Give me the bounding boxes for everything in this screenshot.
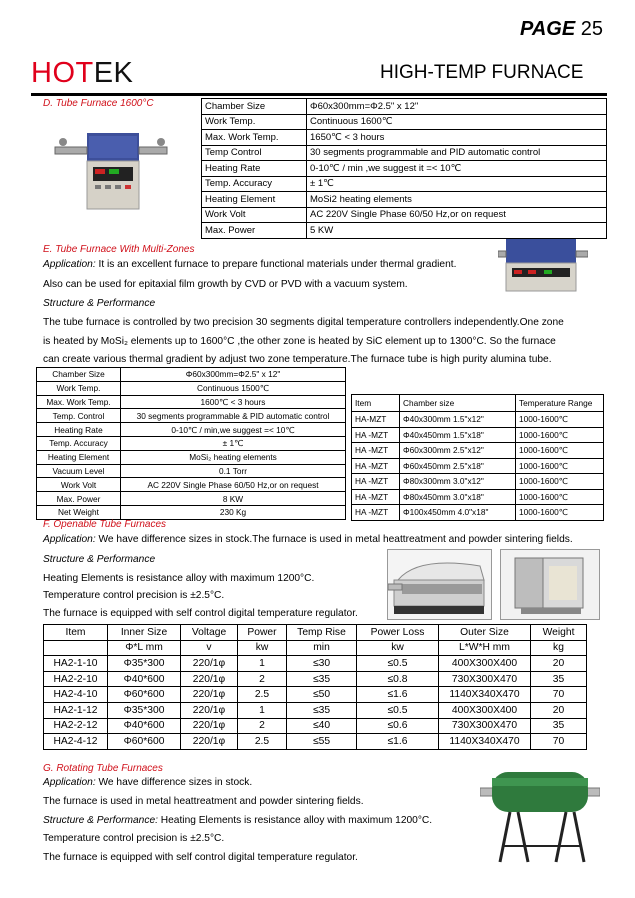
f-cell: HA2-1-12 (44, 702, 108, 718)
model-row (352, 458, 604, 474)
spec-row (37, 395, 346, 409)
spec-value: 0-10℃ / min ,we suggest it =< 10℃ (307, 161, 607, 177)
section-d-spec-table (201, 98, 607, 239)
f-unit-cell: v (181, 640, 238, 656)
section-f-title: F. Openable Tube Furnaces (43, 519, 167, 530)
spec-key: Temp. Control (37, 409, 121, 423)
spec-value: Continuous 1600℃ (307, 114, 607, 130)
f-header-cell: Temp Rise (287, 625, 357, 641)
section-f-line1: Heating Elements is resistance alloy with maximum 1200°C. (43, 573, 315, 584)
model-range: 1000-1600℃ (516, 458, 604, 474)
spec-value: ± 1℃ (121, 436, 346, 450)
f-unit-cell: kg (531, 640, 587, 656)
spec-key: Chamber Size (37, 368, 121, 382)
spec-key: Heating Element (202, 192, 307, 208)
section-e-application: Application: It is an excellent furnace to prepare functional materials under thermal gradient. (43, 259, 457, 270)
spec-value: 1650℃ < 3 hours (307, 130, 607, 146)
f-cell: 220/1φ (181, 734, 238, 750)
spec-key: Temp. Accuracy (37, 436, 121, 450)
f-cell: 35 (531, 671, 587, 687)
section-e-structure-label: Structure & Performance (43, 298, 156, 309)
spec-row (202, 161, 607, 177)
f-cell: Φ35*300 (108, 702, 181, 718)
section-f-line3: The furnace is equipped with self control digital temperature regulator. (43, 608, 358, 619)
spec-key: Temp Control (202, 145, 307, 161)
model-item: HA -MZT (352, 458, 400, 474)
model-size: Φ80x300mm 3.0"x12" (400, 474, 516, 490)
f-cell: 70 (531, 734, 587, 750)
section-g-title: G. Rotating Tube Furnaces (43, 763, 163, 774)
f-cell: HA2-2-12 (44, 718, 108, 734)
spec-value: Φ60x300mm=Φ2.5" x 12" (121, 368, 346, 382)
f-units-row (44, 640, 587, 656)
spec-key: Work Temp. (37, 381, 121, 395)
table-row (44, 702, 587, 718)
f-unit-cell: Φ*L mm (108, 640, 181, 656)
f-header-cell: Power (238, 625, 287, 641)
f-cell: 20 (531, 702, 587, 718)
section-f-structure-label: Structure & Performance (43, 554, 156, 565)
spec-row (37, 436, 346, 450)
spec-value: MoSi₂ heating elements (121, 450, 346, 464)
f-cell: ≤30 (287, 656, 357, 672)
f-unit-cell: min (287, 640, 357, 656)
spec-value: Φ60x300mm=Φ2.5" x 12" (307, 99, 607, 115)
model-item: HA -MZT (352, 474, 400, 490)
page-number: PAGE 25 (520, 18, 604, 40)
f-header-cell: Weight (531, 625, 587, 641)
f-cell: Φ35*300 (108, 656, 181, 672)
f-cell: 400X300X400 (439, 702, 531, 718)
f-cell: HA2-1-10 (44, 656, 108, 672)
f-cell: 220/1φ (181, 671, 238, 687)
spec-key: Heating Rate (37, 423, 121, 437)
f-unit-cell: L*W*H mm (439, 640, 531, 656)
f-cell: 2 (238, 671, 287, 687)
spec-value: ± 1℃ (307, 176, 607, 192)
section-e-para2: is heated by MoSi₂ elements up to 1600°C ,the other zone is heated by SiC element up to 1300°C. So the furnace (43, 336, 556, 347)
table-row (44, 656, 587, 672)
f-cell: Φ40*600 (108, 671, 181, 687)
spec-row (37, 478, 346, 492)
model-size: Φ100x450mm 4.0"x18" (400, 505, 516, 521)
model-range: 1000-1600℃ (516, 443, 604, 459)
models-header-cell: Chamber size (400, 395, 516, 412)
spec-key: Vacuum Level (37, 464, 121, 478)
openable-furnace-photo (387, 549, 492, 620)
multi-zone-furnace-photo (498, 235, 588, 295)
spec-value: 0-10℃ / min,we suggest =< 10℃ (121, 423, 346, 437)
f-cell: 1 (238, 702, 287, 718)
spec-key: Work Volt (202, 207, 307, 223)
f-cell: ≤35 (287, 671, 357, 687)
f-cell: 1 (238, 656, 287, 672)
spec-row (37, 505, 346, 519)
spec-row (202, 99, 607, 115)
f-cell: 2.5 (238, 734, 287, 750)
spec-key: Max. Work Temp. (202, 130, 307, 146)
f-cell: 220/1φ (181, 718, 238, 734)
spec-key: Max. Power (37, 492, 121, 506)
spec-value: 1600℃ < 3 hours (121, 395, 346, 409)
table-row (44, 734, 587, 750)
f-cell: 2.5 (238, 687, 287, 703)
section-g-line1: The furnace is used in metal heattreatment and powder sintering fields. (43, 796, 364, 807)
model-row (352, 489, 604, 505)
model-size: Φ60x300mm 2.5"x12" (400, 443, 516, 459)
spec-row (202, 176, 607, 192)
f-header-cell: Inner Size (108, 625, 181, 641)
f-cell: 400X300X400 (439, 656, 531, 672)
model-size: Φ40x300mm 1.5"x12" (400, 412, 516, 428)
f-cell: 730X300X470 (439, 671, 531, 687)
model-item: HA -MZT (352, 443, 400, 459)
f-cell: ≤50 (287, 687, 357, 703)
header-divider (31, 93, 607, 96)
section-e-models-table (351, 394, 604, 521)
spec-value: 30 segments programmable & PID automatic control (121, 409, 346, 423)
spec-row (37, 492, 346, 506)
spec-value: 30 segments programmable and PID automatic control (307, 145, 607, 161)
f-header-cell: Power Loss (357, 625, 439, 641)
model-range: 1000-1600℃ (516, 412, 604, 428)
model-row (352, 474, 604, 490)
model-range: 1000-1600℃ (516, 474, 604, 490)
spec-key: Net Weight (37, 505, 121, 519)
f-cell: ≤0.5 (357, 656, 439, 672)
f-cell: 20 (531, 656, 587, 672)
section-g-line3: The furnace is equipped with self control digital temperature regulator. (43, 852, 358, 863)
model-row (352, 505, 604, 521)
section-f-model-table (43, 624, 587, 750)
model-row (352, 412, 604, 428)
spec-key: Chamber Size (202, 99, 307, 115)
section-g-structure: Structure & Performance: Heating Elements is resistance alloy with maximum 1200°C. (43, 815, 433, 826)
f-cell: 730X300X470 (439, 718, 531, 734)
models-header-cell: Item (352, 395, 400, 412)
f-cell: 220/1φ (181, 687, 238, 703)
f-cell: Φ60*600 (108, 687, 181, 703)
spec-value: 230 Kg (121, 505, 346, 519)
spec-value: AC 220V Single Phase 60/50 Hz,or on request (121, 478, 346, 492)
f-cell: ≤55 (287, 734, 357, 750)
table-row (44, 671, 587, 687)
spec-value: 8 KW (121, 492, 346, 506)
model-item: HA -MZT (352, 489, 400, 505)
spec-value: AC 220V Single Phase 60/50 Hz,or on request (307, 207, 607, 223)
model-size: Φ80x450mm 3.0"x18" (400, 489, 516, 505)
spec-key: Temp. Accuracy (202, 176, 307, 192)
spec-row (37, 423, 346, 437)
f-cell: ≤1.6 (357, 687, 439, 703)
model-range: 1000-1600℃ (516, 427, 604, 443)
model-size: Φ60x450mm 2.5"x18" (400, 458, 516, 474)
f-cell: ≤40 (287, 718, 357, 734)
f-cell: ≤35 (287, 702, 357, 718)
f-cell: 70 (531, 687, 587, 703)
models-header-row (352, 395, 604, 412)
spec-key: Heating Rate (202, 161, 307, 177)
spec-key: Max. Work Temp. (37, 395, 121, 409)
f-cell: 35 (531, 718, 587, 734)
table-row (44, 687, 587, 703)
model-row (352, 427, 604, 443)
hotek-logo: HOTEK (31, 57, 134, 89)
f-header-cell: Outer Size (439, 625, 531, 641)
f-unit-cell (44, 640, 108, 656)
f-cell: 220/1φ (181, 656, 238, 672)
spec-row (202, 114, 607, 130)
section-e-para1: The tube furnace is controlled by two precision 30 segments digital temperature controllers independently.One zone (43, 317, 564, 328)
section-e-spec-table (36, 367, 346, 520)
spec-row (202, 207, 607, 223)
f-unit-cell: kw (357, 640, 439, 656)
model-item: HA-MZT (352, 412, 400, 428)
f-cell: Φ40*600 (108, 718, 181, 734)
spec-key: Max. Power (202, 223, 307, 239)
tube-furnace-1600-photo (53, 127, 169, 213)
spec-row (37, 381, 346, 395)
f-cell: HA2-4-12 (44, 734, 108, 750)
spec-row (37, 450, 346, 464)
models-header-cell: Temperature Range (516, 395, 604, 412)
model-item: HA -MZT (352, 427, 400, 443)
f-cell: ≤0.5 (357, 702, 439, 718)
model-range: 1000-1600℃ (516, 505, 604, 521)
model-range: 1000-1600℃ (516, 489, 604, 505)
f-header-cell: Item (44, 625, 108, 641)
f-cell: 1140X340X470 (439, 734, 531, 750)
spec-row (37, 368, 346, 382)
spec-row (37, 464, 346, 478)
f-cell: 1140X340X470 (439, 687, 531, 703)
f-cell: ≤0.8 (357, 671, 439, 687)
f-cell: ≤1.6 (357, 734, 439, 750)
f-cell: 220/1φ (181, 702, 238, 718)
table-row (44, 718, 587, 734)
spec-value: Continuous 1500℃ (121, 381, 346, 395)
spec-value: MoSi2 heating elements (307, 192, 607, 208)
section-f-application: Application: We have difference sizes in stock.The furnace is used in metal heattreatment and powder sintering fields. (43, 534, 573, 545)
section-e-title: E. Tube Furnace With Multi-Zones (43, 244, 195, 255)
section-g-application: Application: We have difference sizes in stock. (43, 777, 253, 788)
f-cell: ≤0.6 (357, 718, 439, 734)
section-d-title: D. Tube Furnace 1600°C (43, 98, 154, 109)
spec-key: Heating Element (37, 450, 121, 464)
spec-key: Work Temp. (202, 114, 307, 130)
spec-value: 0.1 Torr (121, 464, 346, 478)
spec-value: 5 KW (307, 223, 607, 239)
f-cell: 2 (238, 718, 287, 734)
section-e-line2: Also can be used for epitaxial film growth by CVD or PVD with a vacuum system. (43, 279, 408, 290)
spec-key: Work Volt (37, 478, 121, 492)
f-cell: HA2-2-10 (44, 671, 108, 687)
model-item: HA -MZT (352, 505, 400, 521)
f-cell: Φ60*600 (108, 734, 181, 750)
model-size: Φ40x450mm 1.5"x18" (400, 427, 516, 443)
f-unit-cell: kw (238, 640, 287, 656)
openable-furnace-open-photo (500, 549, 600, 620)
f-header-row (44, 625, 587, 641)
rotating-tube-furnace-photo (480, 766, 600, 866)
section-g-line2: Temperature control precision is ±2.5°C. (43, 833, 225, 844)
model-row (352, 443, 604, 459)
spec-row (37, 409, 346, 423)
section-e-para3: can create various thermal gradient by adjust two zone temperature.The furnace tube is high purity alumina tube. (43, 354, 552, 365)
f-cell: HA2-4-10 (44, 687, 108, 703)
spec-row (202, 130, 607, 146)
section-f-line2: Temperature control precision is ±2.5°C. (43, 590, 225, 601)
f-header-cell: Voltage (181, 625, 238, 641)
page-title: HIGH-TEMP FURNACE (380, 62, 584, 83)
spec-row (202, 145, 607, 161)
spec-row (202, 192, 607, 208)
